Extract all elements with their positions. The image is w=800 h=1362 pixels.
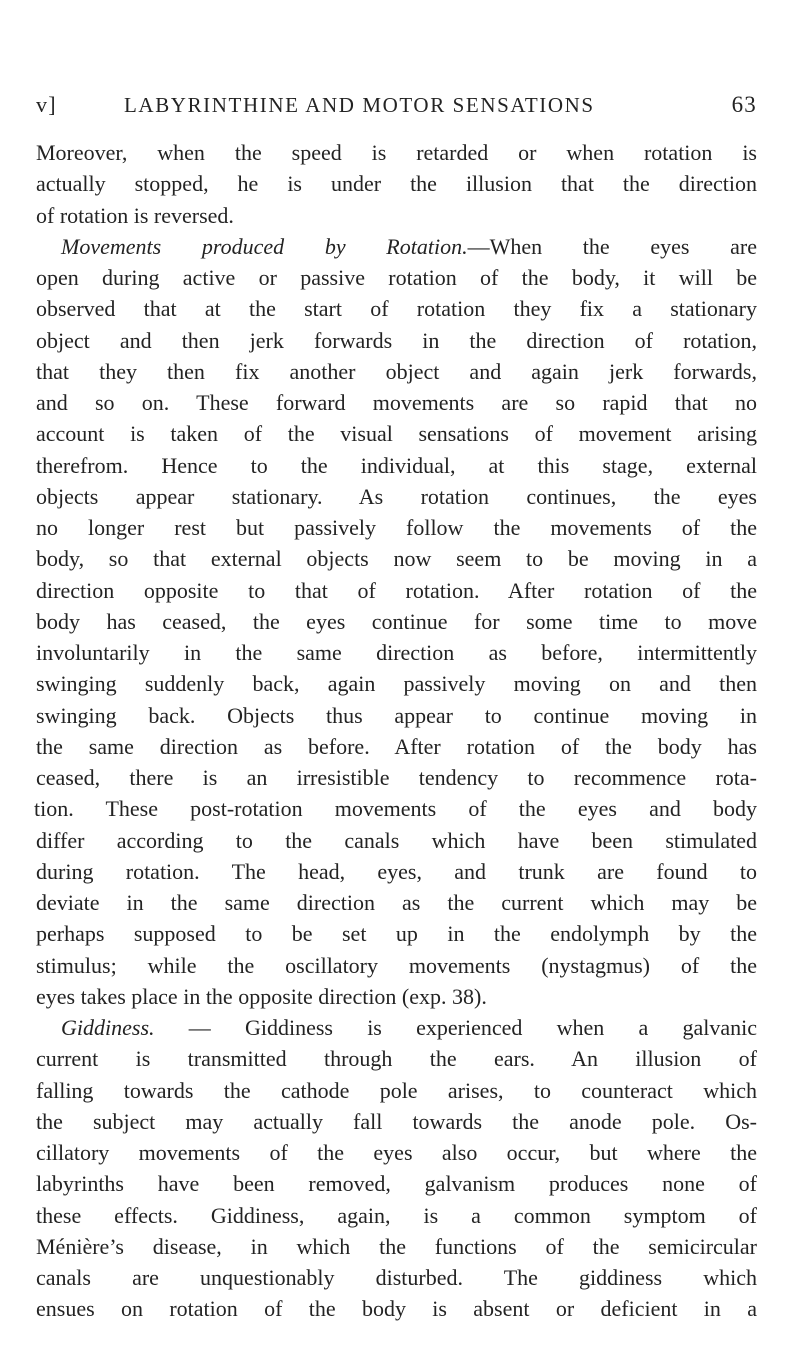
- body-text: [36, 137, 757, 1325]
- text-line: of rotation is reversed.: [36, 202, 234, 228]
- section-heading-line: [36, 231, 757, 262]
- text-line: ceased, there is an irresistible tendency to recommence rota-: [36, 765, 757, 790]
- text-line: Moreover, when the speed is retarded or when rotation is: [36, 140, 757, 165]
- text-line: the same direction as before. After rotation of the body has: [36, 733, 757, 759]
- text-line: and so on. These forward movements are so rapid that no: [36, 390, 757, 415]
- text-line: actually stopped, he is under the illusion that the direction: [36, 171, 757, 197]
- text-line: swinging suddenly back, again passively moving on and then: [36, 671, 757, 697]
- text-line: objects appear stationary. As rotation continues, the eyes: [36, 483, 757, 509]
- text-line: involuntarily in the same direction as before, intermittently: [36, 640, 757, 665]
- text-line: during rotation. The head, eyes, and trunk are found to: [36, 858, 757, 884]
- text-line: open during active or passive rotation of the body, it will be: [36, 265, 757, 290]
- page-number: 63: [731, 92, 757, 117]
- text-line: labyrinths have been removed, galvanism produces none of: [36, 1171, 757, 1197]
- text-line-segment: —When the eyes are: [467, 233, 758, 259]
- text-line: canals are unquestionably disturbed. The giddiness which: [36, 1265, 757, 1290]
- text-line: direction opposite to that of rotation. After rotation of the: [36, 577, 757, 603]
- text-line: swinging back. Objects thus appear to continue moving in: [36, 702, 757, 728]
- section-heading-movements: Movements produced by Rotation.: [61, 233, 468, 259]
- text-line: therefrom. Hence to the individual, at this stage, external: [36, 452, 757, 478]
- text-line-segment: — Giddiness is experienced when a galvanic: [154, 1015, 757, 1040]
- text-line: tion. These post-rotation movements of the eyes and body: [34, 796, 757, 822]
- section-heading-giddiness: Giddiness.: [61, 1015, 155, 1040]
- text-line: ensues on rotation of the body is absent or deficient in a: [36, 1296, 757, 1322]
- chapter-number: v]: [36, 92, 57, 117]
- text-line: object and then jerk forwards in the direction of rotation,: [36, 327, 757, 353]
- running-title: LABYRINTHINE AND MOTOR SENSATIONS: [124, 93, 595, 117]
- text-line: the subject may actually fall towards the anode pole. Os-: [36, 1108, 757, 1134]
- text-line: that they then fix another object and again jerk forwards,: [36, 358, 757, 384]
- text-line: observed that at the start of rotation they fix a stationary: [36, 296, 757, 322]
- text-line: current is transmitted through the ears. An illusion of: [36, 1046, 757, 1072]
- text-line: cillatory movements of the eyes also occur, but where the: [36, 1140, 757, 1165]
- text-line: eyes takes place in the opposite direction (exp. 38).: [36, 983, 487, 1009]
- section-heading-line: [36, 1012, 757, 1043]
- text-line: body has ceased, the eyes continue for some time to move: [36, 608, 757, 634]
- text-line: no longer rest but passively follow the movements of the: [36, 515, 757, 540]
- text-line: differ according to the canals which have been stimulated: [36, 827, 757, 853]
- text-line: stimulus; while the oscillatory movements (nystagmus) of the: [36, 952, 757, 978]
- page-header: [36, 89, 757, 121]
- text-line: body, so that external objects now seem to be moving in a: [36, 546, 757, 572]
- text-line: falling towards the cathode pole arises, to counteract which: [36, 1077, 757, 1103]
- text-line: these effects. Giddiness, again, is a common symptom of: [36, 1202, 757, 1228]
- text-line: deviate in the same direction as the current which may be: [36, 890, 757, 915]
- text-line: Ménière’s disease, in which the functions of the semicircular: [36, 1233, 757, 1259]
- text-line: perhaps supposed to be set up in the endolymph by the: [36, 921, 757, 947]
- text-line: account is taken of the visual sensations of movement arising: [36, 421, 757, 447]
